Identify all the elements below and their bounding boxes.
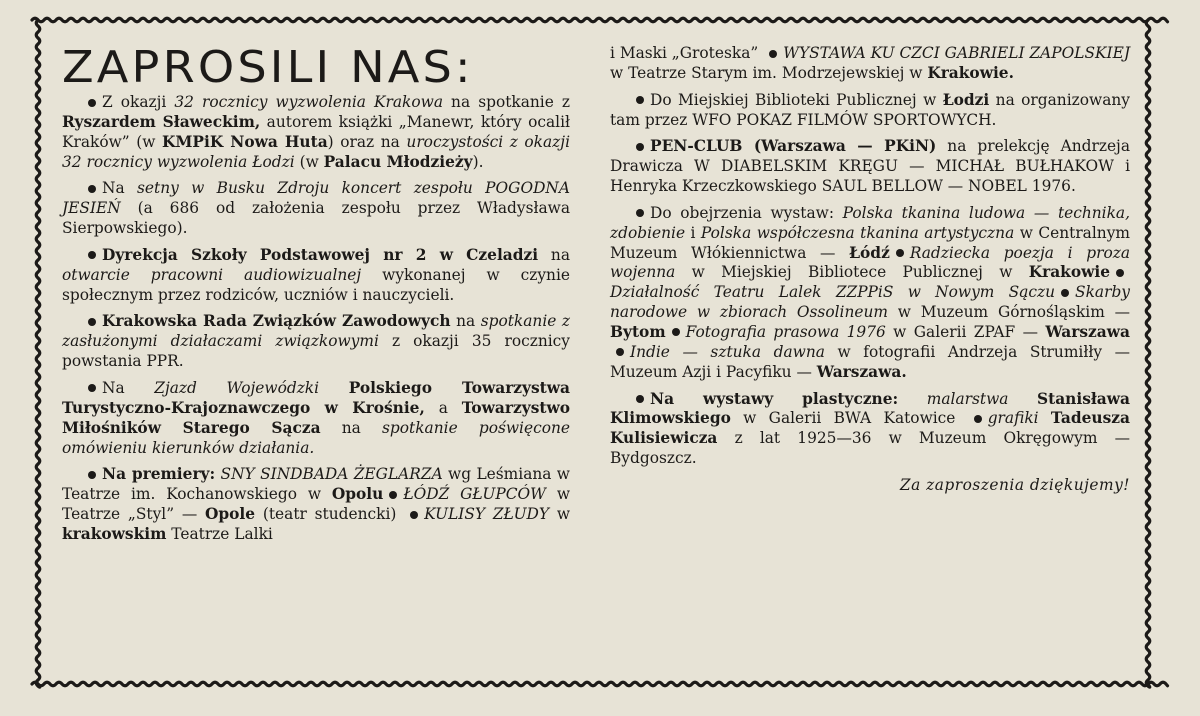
text-run: Z okazji (102, 93, 175, 111)
text-run: Polska tkanina ludowa — technika, zdobienie (610, 203, 1130, 242)
text-run: Teatrze Lalki (166, 524, 273, 543)
text-run: KULISY ZŁUDY (424, 505, 550, 524)
text-run: Zjazd Wojewódzki (154, 378, 320, 397)
bullet-icon (1061, 289, 1069, 297)
text-run: Skarby narodowe w zbiorach Ossolineum (610, 283, 1130, 322)
bullet-icon (616, 348, 624, 356)
bullet-icon (636, 209, 644, 217)
text-run: w Centralnym Muzeum Włókiennictwa — (610, 223, 1130, 262)
text-run: na spotkanie z (443, 93, 570, 111)
text-run: Radziecka poezja i proza wojenna (610, 243, 1130, 282)
announcement-paragraph (62, 179, 570, 239)
bullet-icon (389, 491, 397, 499)
text-run: Krakowie. (927, 63, 1014, 82)
closing-thanks: Za zaproszenia dziękujemy! (899, 475, 1130, 494)
text-run: na (450, 312, 481, 331)
text-run: Polskiego Towarzystwa Turystyczno-Krajoznawczego w Krośnie, (62, 378, 570, 417)
text-run: w Teatrze Starym im. Modrzejewskiej w (610, 63, 928, 82)
text-run: Łodzi (942, 90, 990, 109)
text-run: Bytom (610, 322, 666, 341)
text-run: wykonanej w czynie społecznym przez rodziców, uczniów i nauczycieli. (62, 265, 570, 304)
bullet-icon (636, 143, 644, 151)
text-run: Krakowie (1028, 263, 1110, 282)
right-column (610, 44, 1130, 496)
text-run: Krakowska Rada Związków Zawodowych (102, 312, 451, 331)
text-run (898, 390, 927, 408)
text-run: na (320, 418, 383, 437)
bullet-icon (88, 384, 96, 392)
text-run: na organizowany tam przez WFO POKAZ FILMÓW SPORTOWYCH. (610, 90, 1130, 129)
text-run: w Miejskiej Bibliotece Publicznej w (675, 263, 1029, 282)
wavy-border-left (36, 20, 40, 687)
text-run: Fotografia prasowa 1976 (685, 322, 886, 341)
text-run: spotkanie poświęcone omówieniu kierunków działania. (62, 418, 570, 457)
text-run: ). (472, 152, 484, 171)
text-run (1008, 390, 1037, 408)
bullet-icon (88, 318, 96, 326)
left-column (62, 93, 570, 552)
bullet-icon (88, 185, 96, 193)
text-run: w Muzeum Górnośląskim — (887, 303, 1130, 322)
text-run: Dyrekcja Szkoły Podstawowej nr 2 w Czeladzi (102, 245, 539, 264)
text-run: na prelekcję Andrzeja Drawicza W DIABELSKIM KRĘGU — MICHAŁ BUŁHAKOW i Henryka Krzeczkowskiego SAUL BELLOW — NOBEL 1976. (610, 137, 1130, 196)
page-title: ZAPROSILI NAS: (62, 42, 474, 93)
announcement-paragraph (62, 379, 570, 458)
text-run: w Teatrze „Styl” — (62, 485, 570, 524)
text-run: ) oraz na (327, 132, 407, 151)
text-run: Działalność Teatru Lalek ZZPPiS w Nowym Sączu (610, 283, 1056, 302)
text-run: Stanisława Klimowskiego (610, 389, 1130, 428)
text-run: 32 rocznicy wyzwolenia Krakowa (174, 93, 444, 111)
bullet-icon (88, 251, 96, 259)
text-run: Opolu (331, 485, 384, 504)
text-run: Palacu Młodzieży (323, 152, 473, 171)
text-run: Opole (205, 505, 256, 524)
text-run: spotkanie z zasłużonymi działaczami związkowymi (62, 312, 570, 351)
text-run: KMPiK Nowa Huta (162, 132, 328, 151)
text-run: Ryszardem Sławeckim, (62, 112, 261, 131)
text-run: krakowskim (62, 524, 167, 543)
text-run: wg Leśmiana w Teatrze im. Kochanowskiego w (62, 465, 570, 504)
text-run: (teatr studencki) (255, 505, 405, 524)
text-run: a (424, 398, 462, 417)
bullet-icon (88, 99, 96, 107)
text-run (319, 379, 349, 397)
announcement-paragraph (610, 204, 1130, 383)
text-run: SNY SINDBADA ŻEGLARZA (220, 465, 443, 484)
wavy-border-bottom (32, 682, 1168, 686)
bullet-icon (896, 249, 904, 257)
text-run: z okazji 35 rocznicy powstania PPR. (62, 332, 570, 371)
bullet-icon (636, 96, 644, 104)
text-run: PEN-CLUB (Warszawa — PKiN) (650, 137, 937, 156)
text-run: setny w Busku Zdroju koncert zespołu POGODNA JESIEŃ (62, 179, 570, 218)
text-run: malarstwa (926, 389, 1009, 408)
wavy-border-right (1146, 20, 1150, 687)
text-run: Polska współczesna tkanina artystyczna (700, 223, 1015, 242)
bullet-icon (88, 471, 96, 479)
text-run: Łódź (849, 243, 890, 262)
text-run: Towarzystwo Miłośników Starego Sącza (62, 398, 570, 437)
text-run: WYSTAWA KU CZCI GABRIELI ZAPOLSKIEJ (783, 44, 1131, 62)
text-run: Indie — sztuka dawna (630, 342, 825, 361)
announcement-paragraph (62, 465, 570, 544)
text-run: i Maski „Groteska” (610, 44, 764, 62)
announcement-paragraph (62, 312, 570, 372)
announcement-paragraph (62, 93, 570, 172)
bullet-icon (974, 415, 982, 423)
text-run: Warszawa. (816, 362, 907, 381)
text-run: w fotografii Andrzeja Strumiłły — Muzeum Azji i Pacyfiku — (610, 342, 1130, 381)
text-run: w Galerii BWA Katowice (730, 409, 968, 428)
text-run: z lat 1925—36 w Muzeum Okręgowym — Bydgoszcz. (610, 429, 1130, 468)
announcement-paragraph (610, 390, 1130, 469)
text-run: (a 686 od założenia zespołu przez Władysława Sierpowskiego). (62, 199, 570, 238)
text-run: w (549, 505, 570, 524)
bullet-icon (769, 50, 777, 58)
bullet-icon (1116, 269, 1124, 277)
text-run: otwarcie pracowni audiowizualnej (62, 265, 362, 284)
text-run (1039, 409, 1051, 427)
text-run: na (538, 245, 571, 264)
text-run: Na wystawy plastyczne: (650, 389, 899, 408)
text-run: w Galerii ZPAF — (885, 322, 1046, 341)
text-run: Do obejrzenia wystaw: (650, 203, 843, 222)
text-run: Na (102, 378, 155, 397)
announcement-paragraph (610, 137, 1130, 197)
text-run: Do Miejskiej Biblioteki Publicznej w (650, 90, 943, 109)
text-run: (w (294, 152, 324, 171)
text-run: autorem książki „Manewr, który ocalił Kraków” (w (62, 112, 570, 151)
text-run: Na premiery: (102, 465, 216, 484)
announcement-paragraph (610, 91, 1130, 131)
text-run: uroczystości z okazji 32 rocznicy wyzwolenia Łodzi (62, 132, 570, 171)
bullet-icon (636, 395, 644, 403)
announcement-paragraph (610, 44, 1130, 84)
text-run: grafiki (987, 409, 1039, 428)
text-run: Warszawa (1045, 322, 1130, 341)
text-run: Tadeusza Kulisiewicza (610, 409, 1130, 448)
wavy-border-top (32, 18, 1168, 22)
announcement-paragraph (62, 246, 570, 306)
text-run: Na (102, 179, 137, 198)
bullet-icon (672, 328, 680, 336)
text-run: ŁÓDŹ GŁUPCÓW (403, 485, 546, 504)
text-run: i (685, 223, 701, 242)
bullet-icon (410, 511, 418, 519)
